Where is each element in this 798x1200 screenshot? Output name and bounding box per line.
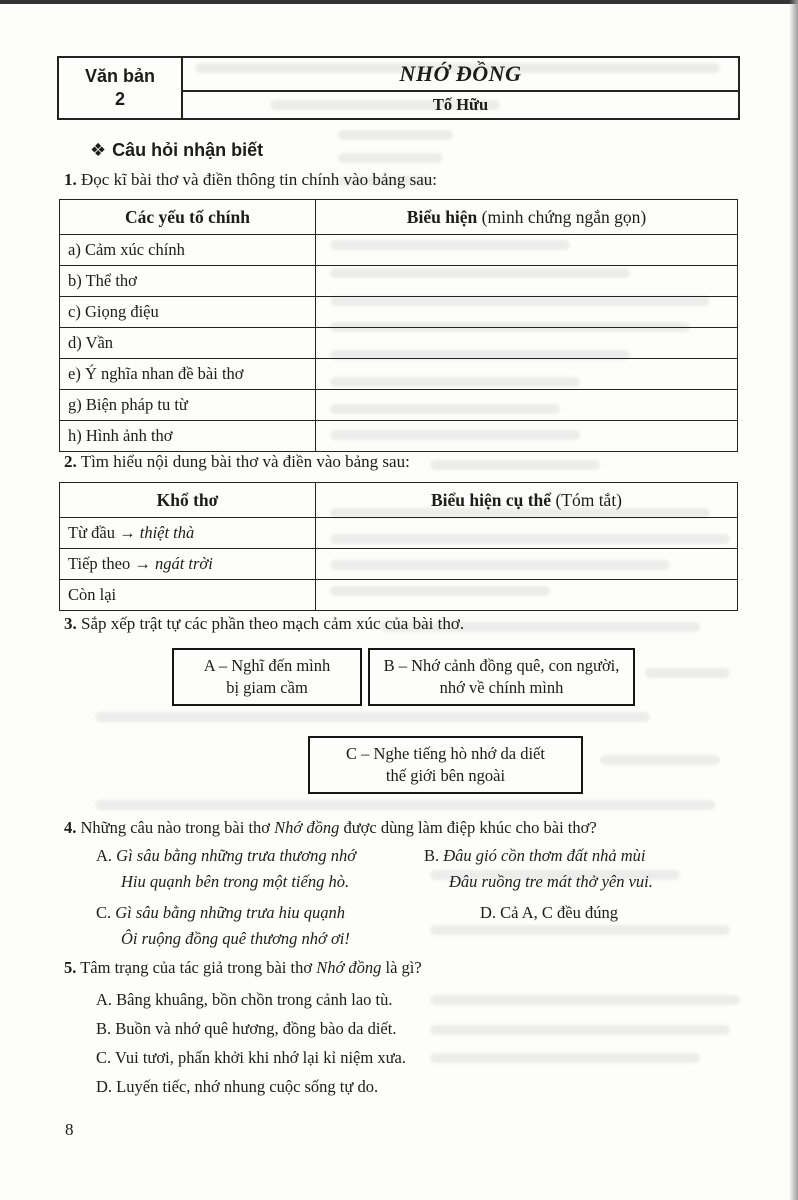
row-label: c) Giọng điệu xyxy=(60,297,316,328)
option-4b: B. Đâu gió cồn thơm đất nhả mùi xyxy=(424,846,646,865)
table-row xyxy=(60,297,738,328)
answer-cell xyxy=(316,421,738,452)
answer-cell xyxy=(316,580,738,611)
question-3 xyxy=(64,614,754,634)
row-label: a) Cảm xúc chính xyxy=(60,235,316,266)
bleedthrough-artifact xyxy=(338,153,443,163)
row-label: h) Hình ảnh thơ xyxy=(60,421,316,452)
lesson-title-block xyxy=(183,58,738,118)
bleedthrough-artifact xyxy=(600,755,720,765)
diamond-icon: ❖ xyxy=(90,140,107,160)
option-5c: C. Vui tươi, phấn khởi khi nhớ lại kỉ niệm xưa. xyxy=(96,1048,406,1067)
answer-cell xyxy=(316,297,738,328)
box-b-line1: B – Nhớ cảnh đồng quê, con người, xyxy=(383,655,620,675)
table-row xyxy=(60,235,738,266)
option-4d: D. Cả A, C đều đúng xyxy=(480,903,618,922)
question-5-number: 5. xyxy=(64,958,77,977)
bleedthrough-artifact xyxy=(95,712,650,722)
arrangement-box-b xyxy=(368,648,635,706)
table-row xyxy=(60,580,738,611)
section-heading-label: Câu hỏi nhận biết xyxy=(112,140,264,160)
question-2 xyxy=(64,452,754,472)
answer-cell xyxy=(316,390,738,421)
table2-col2-header: Biểu hiện cụ thể (Tóm tắt) xyxy=(316,483,738,518)
table-row xyxy=(60,390,738,421)
question-3-number: 3. xyxy=(64,614,77,633)
question-4-number: 4. xyxy=(64,818,77,837)
question-5-block xyxy=(64,958,774,1103)
lesson-header xyxy=(57,56,740,120)
poem-title-inline: Nhớ đồng xyxy=(274,818,340,837)
question-3-text: Sắp xếp trật tự các phần theo mạch cảm xúc của bài thơ. xyxy=(81,614,465,633)
table-row xyxy=(60,518,738,549)
box-a-line2: bị giam cầm xyxy=(226,678,308,697)
row-label: g) Biện pháp tu từ xyxy=(60,390,316,421)
table-row xyxy=(60,421,738,452)
option-4c-line2: Ôi ruộng đồng quê thương nhớ ơi! xyxy=(121,929,350,948)
box-b-line2: nhớ về chính mình xyxy=(439,678,564,697)
answer-cell xyxy=(316,518,738,549)
poem-title-inline: Nhớ đồng xyxy=(316,958,382,977)
question-2-table xyxy=(59,482,738,611)
box-c-line2: thế giới bên ngoài xyxy=(385,766,506,785)
box-a-line1: A – Nghĩ đến mình xyxy=(203,655,331,675)
table-row xyxy=(60,359,738,390)
row-label: d) Vần xyxy=(60,328,316,359)
question-5: 5. Tâm trạng của tác giả trong bài thơ Nhớ đồng là gì? xyxy=(64,958,422,977)
table-header-row xyxy=(60,483,738,518)
row-label: Tiếp theo → ngát trời xyxy=(60,549,316,580)
option-4a-line2: Hiu quạnh bên trong một tiếng hò. xyxy=(121,872,350,891)
bleedthrough-artifact xyxy=(645,668,730,678)
table2-col1-header: Khổ thơ xyxy=(60,483,316,518)
question-4: 4. Những câu nào trong bài thơ Nhớ đồng được dùng làm điệp khúc cho bài thơ? xyxy=(64,818,597,837)
question-1-number: 1. xyxy=(64,170,77,189)
option-4c: C. Gì sâu bằng những trưa hiu quạnh xyxy=(96,903,346,922)
arrangement-box-c xyxy=(308,736,583,794)
option-5b: B. Buồn và nhớ quê hương, đồng bào da diết. xyxy=(96,1019,397,1038)
answer-cell xyxy=(316,328,738,359)
bleedthrough-artifact xyxy=(338,130,453,140)
answer-cell xyxy=(316,235,738,266)
answer-cell xyxy=(316,359,738,390)
page-number: 8 xyxy=(65,1120,74,1139)
question-1-table xyxy=(59,199,738,452)
table1-col2-header: Biểu hiện (minh chứng ngắn gọn) xyxy=(316,200,738,235)
table1-col1-header: Các yếu tố chính xyxy=(60,200,316,235)
question-1 xyxy=(64,170,754,190)
answer-cell xyxy=(316,549,738,580)
header-divider xyxy=(183,90,738,92)
answer-cell xyxy=(316,266,738,297)
poem-author: Tố Hữu xyxy=(432,95,489,114)
document-label-text: Văn bản xyxy=(84,66,155,86)
table-header-row xyxy=(60,200,738,235)
arrangement-box-a xyxy=(172,648,362,706)
option-4b-line2: Đâu ruồng tre mát thở yên vui. xyxy=(449,872,653,891)
table-row xyxy=(60,266,738,297)
table-row xyxy=(60,549,738,580)
document-label xyxy=(59,58,183,118)
document-label-number: 2 xyxy=(114,89,125,109)
question-2-number: 2. xyxy=(64,452,77,471)
option-5d: D. Luyến tiếc, nhớ nhung cuộc sống tự do. xyxy=(96,1077,379,1096)
row-label: b) Thể thơ xyxy=(60,266,316,297)
row-label: e) Ý nghĩa nhan đề bài thơ xyxy=(60,359,316,390)
scan-edge-top xyxy=(0,0,798,4)
question-1-text: Đọc kĩ bài thơ và điền thông tin chính vào bảng sau: xyxy=(81,170,438,189)
poem-title: NHỚ ĐỒNG xyxy=(399,61,522,86)
scan-edge-right xyxy=(789,0,798,1200)
option-5a: A. Bâng khuâng, bồn chồn trong cảnh lao tù. xyxy=(96,990,393,1009)
bleedthrough-artifact xyxy=(95,800,715,810)
option-4a: A. Gì sâu bằng những trưa thương nhớ xyxy=(96,846,357,865)
row-label: Từ đầu → thiệt thà xyxy=(60,518,316,549)
section-heading xyxy=(90,140,263,161)
row-label: Còn lại xyxy=(60,580,316,611)
question-2-text: Tìm hiểu nội dung bài thơ và điền vào bảng sau: xyxy=(80,452,410,471)
question-4-block xyxy=(64,818,774,953)
box-c-line1: C – Nghe tiếng hò nhớ da diết xyxy=(346,743,545,763)
table-row xyxy=(60,328,738,359)
